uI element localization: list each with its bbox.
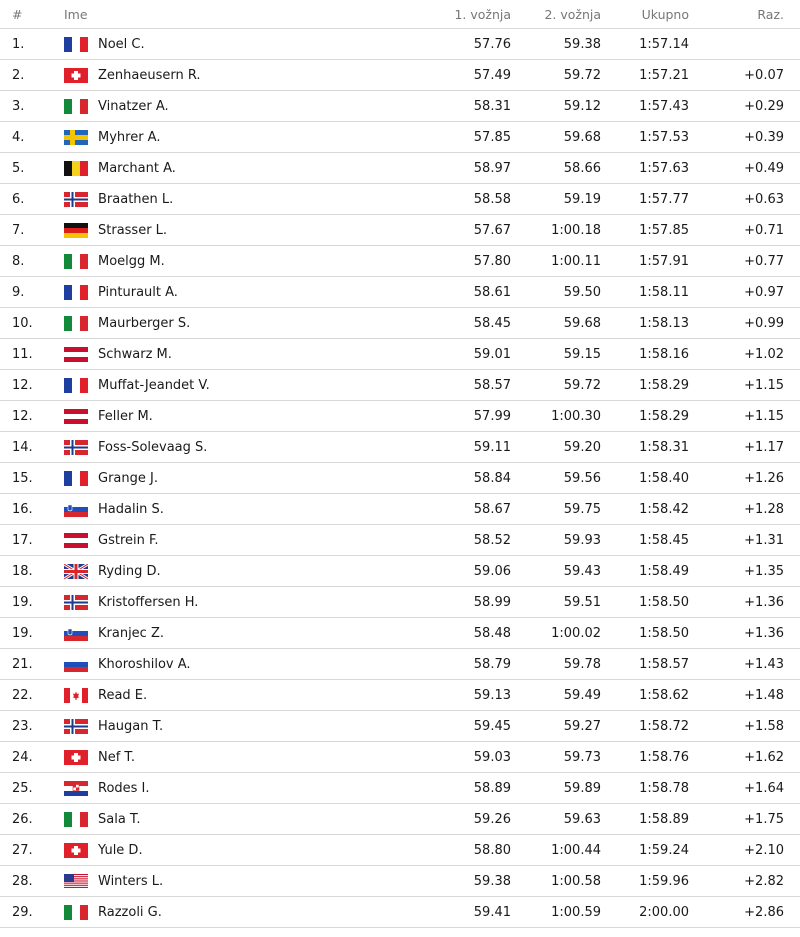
total-time: 1:58.62 bbox=[601, 680, 689, 711]
athlete-cell bbox=[64, 494, 382, 525]
table-row bbox=[0, 711, 800, 742]
run1-time: 58.80 bbox=[382, 835, 511, 866]
flag-fra-icon bbox=[64, 285, 88, 300]
flag-can-icon bbox=[64, 688, 88, 703]
flag-sui-icon bbox=[64, 68, 88, 83]
time-difference: +2.10 bbox=[689, 835, 800, 866]
run2-time: 59.75 bbox=[511, 494, 601, 525]
position-cell: 8. bbox=[0, 246, 64, 277]
table-row bbox=[0, 401, 800, 432]
flag-ger-icon bbox=[64, 223, 88, 238]
position-cell: 4. bbox=[0, 122, 64, 153]
athlete-name: Myhrer A. bbox=[98, 129, 161, 145]
results-body bbox=[0, 29, 800, 928]
run2-time: 1:00.58 bbox=[511, 866, 601, 897]
athlete-name: Ryding D. bbox=[98, 563, 161, 579]
position-cell: 12. bbox=[0, 401, 64, 432]
table-row bbox=[0, 742, 800, 773]
run2-time: 59.27 bbox=[511, 711, 601, 742]
total-time: 1:58.50 bbox=[601, 587, 689, 618]
run1-time: 59.41 bbox=[382, 897, 511, 928]
athlete-cell bbox=[64, 463, 382, 494]
position-cell: 29. bbox=[0, 897, 64, 928]
athlete-cell bbox=[64, 587, 382, 618]
time-difference: +1.15 bbox=[689, 370, 800, 401]
time-difference: +1.17 bbox=[689, 432, 800, 463]
athlete-cell bbox=[64, 60, 382, 91]
time-difference: +1.43 bbox=[689, 649, 800, 680]
total-time: 1:59.24 bbox=[601, 835, 689, 866]
run1-time: 58.61 bbox=[382, 277, 511, 308]
run1-time: 58.89 bbox=[382, 773, 511, 804]
flag-nor-icon bbox=[64, 192, 88, 207]
run1-time: 58.57 bbox=[382, 370, 511, 401]
position-cell: 22. bbox=[0, 680, 64, 711]
table-row bbox=[0, 153, 800, 184]
position-cell: 9. bbox=[0, 277, 64, 308]
position-cell: 19. bbox=[0, 587, 64, 618]
run1-time: 59.38 bbox=[382, 866, 511, 897]
athlete-cell bbox=[64, 339, 382, 370]
total-time: 1:58.29 bbox=[601, 401, 689, 432]
position-cell: 2. bbox=[0, 60, 64, 91]
header-position: # bbox=[0, 0, 64, 29]
time-difference: +0.49 bbox=[689, 153, 800, 184]
athlete-cell bbox=[64, 742, 382, 773]
run2-time: 1:00.02 bbox=[511, 618, 601, 649]
athlete-name: Strasser L. bbox=[98, 222, 168, 238]
flag-nor-icon bbox=[64, 440, 88, 455]
time-difference: +0.29 bbox=[689, 91, 800, 122]
table-row bbox=[0, 277, 800, 308]
run2-time: 1:00.59 bbox=[511, 897, 601, 928]
table-row bbox=[0, 184, 800, 215]
flag-fra-icon bbox=[64, 471, 88, 486]
time-difference: +0.97 bbox=[689, 277, 800, 308]
athlete-cell bbox=[64, 897, 382, 928]
run2-time: 59.12 bbox=[511, 91, 601, 122]
athlete-name: Maurberger S. bbox=[98, 315, 191, 331]
run2-time: 59.51 bbox=[511, 587, 601, 618]
flag-aut-icon bbox=[64, 533, 88, 548]
time-difference: +1.62 bbox=[689, 742, 800, 773]
total-time: 1:58.31 bbox=[601, 432, 689, 463]
total-time: 1:58.29 bbox=[601, 370, 689, 401]
athlete-name: Nef T. bbox=[98, 749, 135, 765]
position-cell: 28. bbox=[0, 866, 64, 897]
athlete-name: Gstrein F. bbox=[98, 532, 159, 548]
athlete-name: Vinatzer A. bbox=[98, 98, 169, 114]
run1-time: 59.13 bbox=[382, 680, 511, 711]
time-difference: +0.39 bbox=[689, 122, 800, 153]
athlete-name: Khoroshilov A. bbox=[98, 656, 191, 672]
flag-fra-icon bbox=[64, 37, 88, 52]
header-run2: 2. vožnja bbox=[511, 0, 601, 29]
run1-time: 58.52 bbox=[382, 525, 511, 556]
athlete-cell bbox=[64, 866, 382, 897]
time-difference: +1.48 bbox=[689, 680, 800, 711]
flag-bel-icon bbox=[64, 161, 88, 176]
run2-time: 59.38 bbox=[511, 29, 601, 60]
athlete-name: Marchant A. bbox=[98, 160, 176, 176]
total-time: 1:58.45 bbox=[601, 525, 689, 556]
time-difference: +2.86 bbox=[689, 897, 800, 928]
time-difference bbox=[689, 29, 800, 60]
flag-rus-icon bbox=[64, 657, 88, 672]
athlete-cell bbox=[64, 835, 382, 866]
athlete-cell bbox=[64, 246, 382, 277]
time-difference: +1.26 bbox=[689, 463, 800, 494]
flag-gbr-icon bbox=[64, 564, 88, 579]
time-difference: +1.15 bbox=[689, 401, 800, 432]
athlete-name: Kristoffersen H. bbox=[98, 594, 199, 610]
total-time: 1:58.57 bbox=[601, 649, 689, 680]
table-row bbox=[0, 60, 800, 91]
total-time: 1:57.91 bbox=[601, 246, 689, 277]
total-time: 1:58.13 bbox=[601, 308, 689, 339]
run1-time: 59.06 bbox=[382, 556, 511, 587]
header-difference: Raz. bbox=[689, 0, 800, 29]
run2-time: 59.78 bbox=[511, 649, 601, 680]
table-row bbox=[0, 525, 800, 556]
time-difference: +0.07 bbox=[689, 60, 800, 91]
athlete-cell bbox=[64, 215, 382, 246]
run2-time: 59.63 bbox=[511, 804, 601, 835]
athlete-name: Feller M. bbox=[98, 408, 153, 424]
athlete-name: Yule D. bbox=[98, 842, 143, 858]
run1-time: 57.76 bbox=[382, 29, 511, 60]
athlete-name: Moelgg M. bbox=[98, 253, 165, 269]
time-difference: +1.36 bbox=[689, 618, 800, 649]
total-time: 1:58.76 bbox=[601, 742, 689, 773]
athlete-name: Braathen L. bbox=[98, 191, 174, 207]
total-time: 1:57.53 bbox=[601, 122, 689, 153]
position-cell: 18. bbox=[0, 556, 64, 587]
position-cell: 14. bbox=[0, 432, 64, 463]
athlete-cell bbox=[64, 649, 382, 680]
run2-time: 58.66 bbox=[511, 153, 601, 184]
position-cell: 15. bbox=[0, 463, 64, 494]
athlete-cell bbox=[64, 122, 382, 153]
total-time: 1:57.43 bbox=[601, 91, 689, 122]
table-row bbox=[0, 339, 800, 370]
athlete-name: Rodes I. bbox=[98, 780, 150, 796]
athlete-cell bbox=[64, 773, 382, 804]
flag-swe-icon bbox=[64, 130, 88, 145]
time-difference: +1.36 bbox=[689, 587, 800, 618]
run1-time: 58.84 bbox=[382, 463, 511, 494]
athlete-name: Grange J. bbox=[98, 470, 158, 486]
position-cell: 27. bbox=[0, 835, 64, 866]
table-row bbox=[0, 897, 800, 928]
run1-time: 59.11 bbox=[382, 432, 511, 463]
time-difference: +1.28 bbox=[689, 494, 800, 525]
time-difference: +1.58 bbox=[689, 711, 800, 742]
run2-time: 59.73 bbox=[511, 742, 601, 773]
athlete-cell bbox=[64, 29, 382, 60]
total-time: 1:57.63 bbox=[601, 153, 689, 184]
run2-time: 1:00.44 bbox=[511, 835, 601, 866]
athlete-name: Read E. bbox=[98, 687, 148, 703]
athlete-name: Kranjec Z. bbox=[98, 625, 165, 641]
time-difference: +1.31 bbox=[689, 525, 800, 556]
position-cell: 5. bbox=[0, 153, 64, 184]
position-cell: 19. bbox=[0, 618, 64, 649]
athlete-cell bbox=[64, 711, 382, 742]
athlete-cell bbox=[64, 556, 382, 587]
run2-time: 59.93 bbox=[511, 525, 601, 556]
table-row bbox=[0, 246, 800, 277]
flag-ita-icon bbox=[64, 316, 88, 331]
run2-time: 59.72 bbox=[511, 370, 601, 401]
total-time: 1:58.11 bbox=[601, 277, 689, 308]
flag-ita-icon bbox=[64, 812, 88, 827]
run1-time: 58.67 bbox=[382, 494, 511, 525]
run1-time: 58.48 bbox=[382, 618, 511, 649]
flag-ita-icon bbox=[64, 254, 88, 269]
total-time: 1:58.78 bbox=[601, 773, 689, 804]
time-difference: +0.77 bbox=[689, 246, 800, 277]
position-cell: 10. bbox=[0, 308, 64, 339]
run2-time: 1:00.11 bbox=[511, 246, 601, 277]
time-difference: +0.71 bbox=[689, 215, 800, 246]
athlete-cell bbox=[64, 91, 382, 122]
athlete-name: Zenhaeusern R. bbox=[98, 67, 201, 83]
run2-time: 59.19 bbox=[511, 184, 601, 215]
run2-time: 1:00.18 bbox=[511, 215, 601, 246]
table-row bbox=[0, 680, 800, 711]
run2-time: 59.56 bbox=[511, 463, 601, 494]
run1-time: 57.85 bbox=[382, 122, 511, 153]
table-row bbox=[0, 556, 800, 587]
flag-usa-icon bbox=[64, 874, 88, 889]
athlete-name: Muffat-Jeandet V. bbox=[98, 377, 210, 393]
run1-time: 59.26 bbox=[382, 804, 511, 835]
position-cell: 24. bbox=[0, 742, 64, 773]
position-cell: 12. bbox=[0, 370, 64, 401]
table-row bbox=[0, 370, 800, 401]
flag-aut-icon bbox=[64, 347, 88, 362]
flag-ita-icon bbox=[64, 99, 88, 114]
athlete-name: Winters L. bbox=[98, 873, 164, 889]
athlete-name: Sala T. bbox=[98, 811, 141, 827]
athlete-name: Schwarz M. bbox=[98, 346, 172, 362]
table-row bbox=[0, 587, 800, 618]
athlete-name: Noel C. bbox=[98, 36, 145, 52]
run2-time: 59.72 bbox=[511, 60, 601, 91]
position-cell: 23. bbox=[0, 711, 64, 742]
athlete-cell bbox=[64, 370, 382, 401]
total-time: 2:00.00 bbox=[601, 897, 689, 928]
athlete-cell bbox=[64, 308, 382, 339]
run1-time: 57.67 bbox=[382, 215, 511, 246]
run2-time: 59.49 bbox=[511, 680, 601, 711]
run2-time: 59.20 bbox=[511, 432, 601, 463]
flag-slo-icon bbox=[64, 626, 88, 641]
position-cell: 26. bbox=[0, 804, 64, 835]
table-row bbox=[0, 215, 800, 246]
athlete-cell bbox=[64, 401, 382, 432]
run1-time: 57.80 bbox=[382, 246, 511, 277]
table-row bbox=[0, 463, 800, 494]
time-difference: +1.64 bbox=[689, 773, 800, 804]
total-time: 1:58.89 bbox=[601, 804, 689, 835]
total-time: 1:57.85 bbox=[601, 215, 689, 246]
athlete-name: Foss-Solevaag S. bbox=[98, 439, 208, 455]
athlete-name: Pinturault A. bbox=[98, 284, 178, 300]
total-time: 1:58.42 bbox=[601, 494, 689, 525]
time-difference: +0.99 bbox=[689, 308, 800, 339]
flag-sui-icon bbox=[64, 843, 88, 858]
flag-ita-icon bbox=[64, 905, 88, 920]
flag-slo-icon bbox=[64, 502, 88, 517]
table-row bbox=[0, 649, 800, 680]
athlete-cell bbox=[64, 525, 382, 556]
athlete-name: Hadalin S. bbox=[98, 501, 164, 517]
athlete-cell bbox=[64, 432, 382, 463]
header-run1: 1. vožnja bbox=[382, 0, 511, 29]
position-cell: 16. bbox=[0, 494, 64, 525]
position-cell: 3. bbox=[0, 91, 64, 122]
flag-nor-icon bbox=[64, 719, 88, 734]
table-row bbox=[0, 804, 800, 835]
total-time: 1:58.72 bbox=[601, 711, 689, 742]
athlete-cell bbox=[64, 277, 382, 308]
flag-aut-icon bbox=[64, 409, 88, 424]
total-time: 1:58.49 bbox=[601, 556, 689, 587]
run2-time: 1:00.30 bbox=[511, 401, 601, 432]
flag-fra-icon bbox=[64, 378, 88, 393]
athlete-cell bbox=[64, 804, 382, 835]
position-cell: 17. bbox=[0, 525, 64, 556]
table-row bbox=[0, 618, 800, 649]
total-time: 1:57.14 bbox=[601, 29, 689, 60]
header-total: Ukupno bbox=[601, 0, 689, 29]
run1-time: 58.79 bbox=[382, 649, 511, 680]
run2-time: 59.89 bbox=[511, 773, 601, 804]
position-cell: 25. bbox=[0, 773, 64, 804]
table-row bbox=[0, 773, 800, 804]
run1-time: 58.99 bbox=[382, 587, 511, 618]
flag-nor-icon bbox=[64, 595, 88, 610]
run2-time: 59.68 bbox=[511, 122, 601, 153]
position-cell: 6. bbox=[0, 184, 64, 215]
run1-time: 59.03 bbox=[382, 742, 511, 773]
total-time: 1:57.77 bbox=[601, 184, 689, 215]
run2-time: 59.15 bbox=[511, 339, 601, 370]
run1-time: 57.99 bbox=[382, 401, 511, 432]
time-difference: +1.75 bbox=[689, 804, 800, 835]
time-difference: +2.82 bbox=[689, 866, 800, 897]
run1-time: 59.45 bbox=[382, 711, 511, 742]
run2-time: 59.50 bbox=[511, 277, 601, 308]
flag-cro-icon bbox=[64, 781, 88, 796]
athlete-cell bbox=[64, 184, 382, 215]
athlete-cell bbox=[64, 153, 382, 184]
run2-time: 59.43 bbox=[511, 556, 601, 587]
run1-time: 58.45 bbox=[382, 308, 511, 339]
run1-time: 58.58 bbox=[382, 184, 511, 215]
run1-time: 57.49 bbox=[382, 60, 511, 91]
table-row bbox=[0, 432, 800, 463]
time-difference: +1.02 bbox=[689, 339, 800, 370]
table-row bbox=[0, 29, 800, 60]
table-row bbox=[0, 835, 800, 866]
time-difference: +0.63 bbox=[689, 184, 800, 215]
run2-time: 59.68 bbox=[511, 308, 601, 339]
table-header-row bbox=[0, 0, 800, 29]
time-difference: +1.35 bbox=[689, 556, 800, 587]
athlete-cell bbox=[64, 618, 382, 649]
position-cell: 1. bbox=[0, 29, 64, 60]
run1-time: 59.01 bbox=[382, 339, 511, 370]
table-row bbox=[0, 122, 800, 153]
run1-time: 58.31 bbox=[382, 91, 511, 122]
athlete-cell bbox=[64, 680, 382, 711]
table-row bbox=[0, 866, 800, 897]
total-time: 1:58.16 bbox=[601, 339, 689, 370]
athlete-name: Haugan T. bbox=[98, 718, 164, 734]
total-time: 1:58.50 bbox=[601, 618, 689, 649]
table-row bbox=[0, 494, 800, 525]
table-row bbox=[0, 91, 800, 122]
run1-time: 58.97 bbox=[382, 153, 511, 184]
table-row bbox=[0, 308, 800, 339]
position-cell: 11. bbox=[0, 339, 64, 370]
header-name: Ime bbox=[64, 0, 382, 29]
flag-sui-icon bbox=[64, 750, 88, 765]
total-time: 1:58.40 bbox=[601, 463, 689, 494]
position-cell: 21. bbox=[0, 649, 64, 680]
athlete-name: Razzoli G. bbox=[98, 904, 162, 920]
total-time: 1:59.96 bbox=[601, 866, 689, 897]
position-cell: 7. bbox=[0, 215, 64, 246]
total-time: 1:57.21 bbox=[601, 60, 689, 91]
